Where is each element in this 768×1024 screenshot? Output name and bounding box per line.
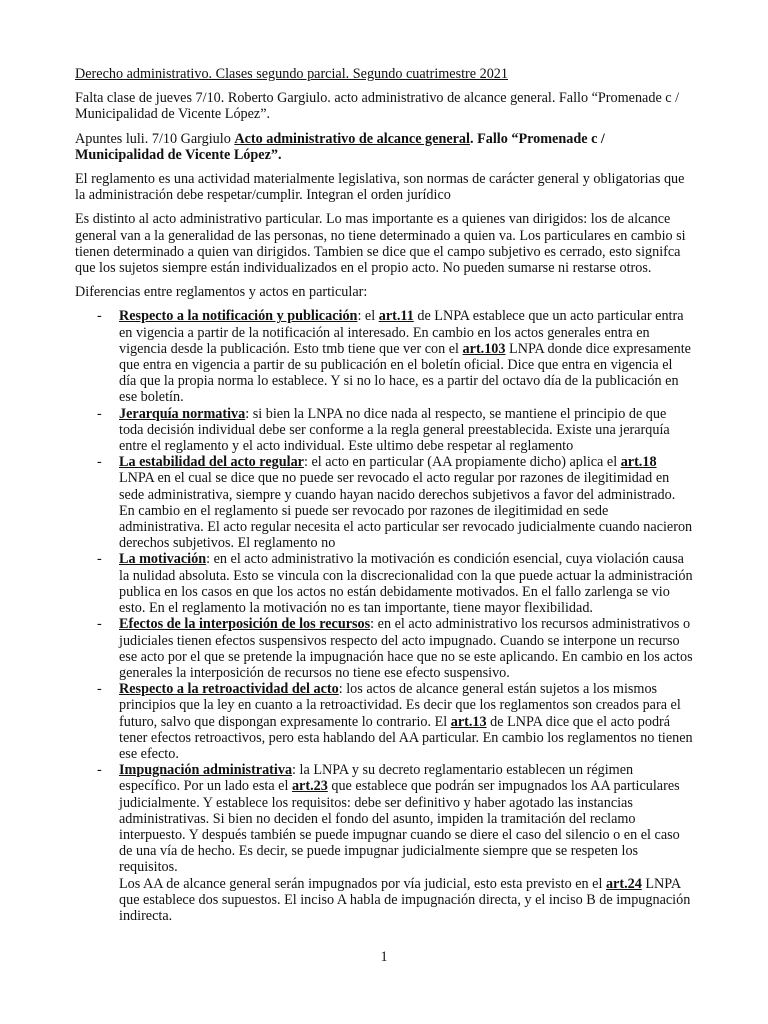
article-reference: art.103 [462, 340, 506, 357]
notes-separator: . [469, 130, 478, 147]
bullet-dash: - [97, 762, 102, 779]
bullet-dash: - [97, 454, 102, 471]
item-text: : el [357, 308, 379, 325]
item-text: LNPA donde dice expresamente que entra en vigencia a partir de su publicación en el boletín oficial. Dice que entra en vigencia el día que la propia norma lo establece. Y si no lo hace, es a partir del octavo día de la publicación en ese boletín. [119, 340, 691, 406]
article-reference: art.13 [450, 713, 487, 730]
differences-list [75, 308, 693, 875]
article-reference: art.11 [378, 308, 414, 325]
item-text: de LNPA establece que un acto particular entra en vigencia a partir de la notificación al interesado. En cambio en los actos generales entra en vigencia desde la publicación. Esto tmb tiene que ver con el [119, 308, 684, 357]
notes-topic: Acto administrativo de alcance general [234, 130, 470, 147]
item-text: : los actos de alcance general están sujetos a los mismos principios que la ley en cuanto a la retroactividad. Es decir que los reglamentos son creados para el futuro, salvo que dispongan expresamente lo contrario. El [119, 681, 681, 730]
continuation-text: Los AA de alcance general serán impugnados por vía judicial, esto esta previsto en el [119, 875, 606, 892]
item-text: de LNPA dice que el acto podrá tener efectos retroactivos, pero esta hablando del AA particular. En cambio los reglamentos no tienen ese efecto. [119, 713, 693, 762]
article-reference: art.24 [605, 875, 642, 892]
list-item [75, 406, 693, 455]
item-title: Efectos de la interposición de los recursos [119, 616, 371, 633]
notes-fallo: Fallo “Promenade c / Municipalidad de Vicente López”. [75, 130, 605, 163]
list-item [75, 616, 693, 681]
list-item [75, 762, 693, 875]
item-text: : en el acto administrativo los recursos administrativos o judiciales tienen efectos suspensivos respecto del acto impugnado. Cuando se interpone un recurso ese acto por el que se pretende la impugnación hace que no se este aplicando. En cambio en los actos generales la interposición de recursos no tiene ese efecto suspensivo. [119, 616, 693, 681]
item-title: Respecto a la retroactividad del acto [119, 681, 339, 698]
bullet-dash: - [97, 308, 102, 325]
document-header [75, 66, 693, 82]
notes-prefix: Apuntes luli. 7/10 Gargiulo [75, 130, 235, 147]
item-title: Jerarquía normativa [119, 405, 246, 422]
continuation-text: LNPA que establece dos supuestos. El inciso A habla de impugnación directa, y el inciso B de impugnación indirecta. [119, 875, 691, 924]
item-text: : si bien la LNPA no dice nada al respecto, se mantiene el principio de que toda decisión individual debe ser conforme a la regla general preestablecida. Existe una jerarquía entre el reglamento y el acto individual. Este ultimo debe respetar al reglamento [119, 405, 670, 455]
missing-class-note: Falta clase de jueves 7/10. Roberto Gargiulo. acto administrativo de alcance general. Fallo “Promenade c / Municipalidad de Vicente López”. [75, 90, 680, 123]
list-item [75, 681, 693, 762]
list-item [75, 551, 693, 616]
item-text: : en el acto administrativo la motivación es condición esencial, cuya violación causa la nulidad absoluta. Esto se vincula con la discrecionalidad con la que puede actuar la administración publica en los casos en que los actos no están debidamente motivados. En el fallo zarlenga se vio esto. En el reglamento la motivación no es tan importante, tiene mayor flexibilidad. [119, 551, 693, 617]
item-title: La motivación [119, 551, 207, 568]
bullet-dash: - [97, 405, 102, 422]
header-text: Derecho administrativo. Clases segundo parcial. Segundo cuatrimestre 2021 [75, 66, 508, 82]
document-body [75, 66, 693, 924]
list-item [75, 454, 693, 551]
item-title: La estabilidad del acto regular [119, 454, 304, 471]
item-title: Impugnación administrativa [119, 762, 293, 779]
item-text: que establece que podrán ser impugnados los AA particulares judicialmente. Y establece los requisitos: debe ser definitivo y haber agotado las instancias administrativas. Si bien no deciden el fondo del asunto, impiden la tramitación del reclamo interpuesto. Y después también se puede impugnar cuando se diere el caso del silencio o en el caso de una vía de hecho. Es decir, se puede impugnar judicialmente siempre que se respeten los requisitos. [119, 778, 680, 876]
paragraph-reglamento: El reglamento es una actividad materialmente legislativa, son normas de carácter general y obligatorias que la administración debe respetar/cumplir. Integran el orden jurídico [75, 171, 685, 204]
item-text: : la LNPA y su decreto reglamentario establecen un régimen específico. Por un lado esta el [119, 762, 634, 795]
differences-intro: Diferencias entre reglamentos y actos en particular: [75, 284, 368, 301]
item-text: : el acto en particular (AA propiamente dicho) aplica el [303, 454, 621, 471]
bullet-dash: - [97, 616, 102, 633]
impugnacion-continuation [75, 876, 693, 925]
article-reference: art.18 [620, 454, 657, 471]
paragraph-distinto: Es distinto al acto administrativo particular. Lo mas importante es a quienes van dirigidos: los de alcance general van a la generalidad de las personas, no tiene determinado a quien va. Los particulares en cambio si tienen determinado a quien van dirigidos. Tambien se dice que el campo subjetivo es cerrado, esto signifca que los sujetos siempre están individualizados en el propio acto. No pueden sumarse ni restarse otros. [75, 211, 686, 277]
notes-heading [75, 131, 693, 163]
page-number: 1 [380, 949, 388, 965]
list-item [75, 308, 693, 405]
item-text: LNPA en el cual se dice que no puede ser revocado el acto regular por razones de ilegitimidad en sede administrativa, siempre y cuando hayan nacido derechos subjetivos a favor del administrado. En cambio en el reglamento si puede ser revocado por razones de ilegitimidad en sede administrativa. El acto regular necesita el acto particular ser revocado judicialmente cuando nacieron derechos subjetivos. El reglamento no [119, 470, 693, 552]
item-title: Respecto a la notificación y publicación [119, 308, 358, 325]
bullet-dash: - [97, 681, 102, 698]
bullet-dash: - [97, 551, 102, 568]
article-reference: art.23 [291, 778, 328, 795]
